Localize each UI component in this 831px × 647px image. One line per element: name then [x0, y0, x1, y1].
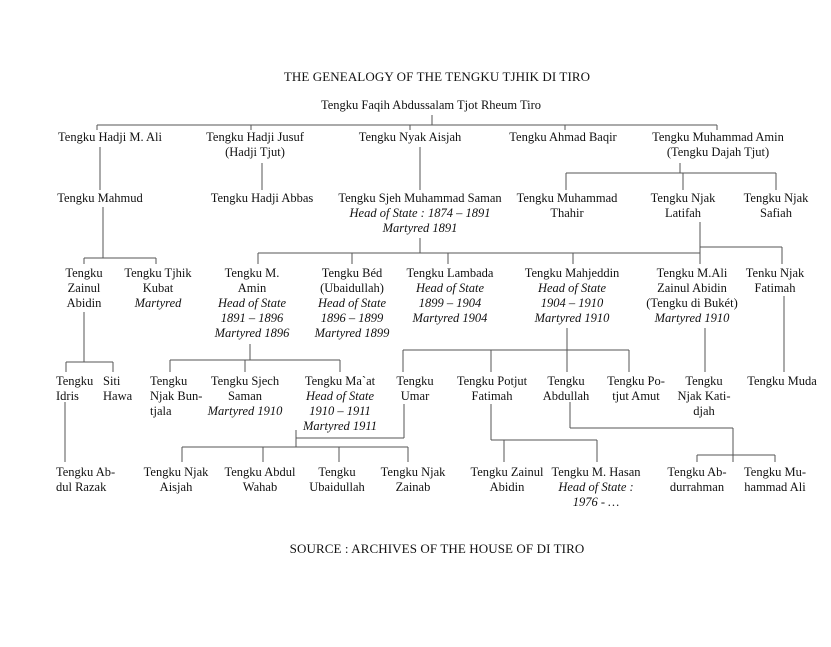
person-name-line: Latifah: [664, 206, 702, 220]
person-name-line: Zainab: [395, 480, 431, 494]
person-name-line: Tengku Hadji Jusuf: [206, 130, 304, 144]
person-njak-fatimah: [746, 266, 804, 296]
person-note: Martyred: [134, 296, 182, 310]
person-name-line: Tenku Njak: [745, 266, 805, 280]
person-name-line: Tengku Muda: [747, 374, 817, 388]
person-name-line: Tengku: [396, 374, 434, 388]
person-name-line: Tengku Lambada: [406, 266, 494, 280]
person-note: 1891 – 1896: [220, 311, 284, 325]
person-name-line: (Tengku di Bukét): [646, 296, 738, 310]
person-abdul-wahab: [225, 465, 296, 495]
person-name-line: Tengku Ma`at: [304, 374, 376, 388]
person-name-line: Tengku Sjech: [210, 374, 280, 388]
person-hawa: [103, 374, 132, 404]
person-note: Martyred 1910: [654, 311, 730, 325]
source-caption: SOURCE : ARCHIVES OF THE HOUSE OF DI TIRO: [289, 541, 585, 556]
person-hadji-m-ali: [58, 130, 162, 145]
person-njak-katidjah: [677, 374, 730, 419]
person-name-line: Fatimah: [471, 389, 513, 403]
person-name-line: Tengku Njak: [143, 465, 209, 479]
person-idris: [56, 374, 93, 404]
person-abdurrahman: [667, 465, 726, 495]
person-name-line: Tengku Zainul: [470, 465, 544, 479]
person-abdul-razak: [56, 465, 115, 495]
person-name-line: tjut Amut: [612, 389, 660, 403]
person-note: Head of State: [537, 281, 607, 295]
person-name-line: Aisjah: [159, 480, 193, 494]
person-name-line: Zainul: [67, 281, 101, 295]
person-name-line: Tengku Mahjeddin: [524, 266, 620, 280]
person-name-line: (Tengku Dajah Tjut): [666, 145, 770, 159]
person-name-line: Tengku Njak: [380, 465, 446, 479]
person-name-line: Tengku Nyak Aisjah: [358, 130, 462, 144]
person-name-line: Tengku: [547, 374, 585, 388]
person-name-line: Tengku Ab-: [56, 465, 116, 479]
person-name-line: Abidin: [489, 480, 525, 494]
person-njak-aisjah2: [144, 465, 209, 495]
person-note: Martyred 1910: [534, 311, 610, 325]
person-ahmad-baqir: [509, 130, 616, 145]
person-m-amin: [215, 266, 290, 341]
person-name-line: Tengku Tjhik: [124, 266, 192, 280]
person-name-line: Tengku Ahmad Baqir: [509, 130, 617, 144]
person-note: Head of State: [305, 389, 375, 403]
person-name-line: Tengku Hadji M. Ali: [58, 130, 162, 144]
person-name-line: (Hadji Tjut): [225, 145, 285, 159]
person-name-line: djah: [693, 404, 715, 418]
person-note: Head of State: [317, 296, 387, 310]
person-m-ali-zainul: [646, 266, 737, 326]
person-name-line: Hawa: [103, 389, 133, 403]
person-name-line: Zainul Abidin: [657, 281, 727, 295]
person-note: 1976 - …: [572, 495, 620, 509]
person-note: 1904 – 1910: [540, 296, 604, 310]
person-zainul-abidin: [65, 266, 102, 311]
person-tjhik-kubat: [124, 266, 191, 311]
person-faqih: [321, 98, 541, 113]
person-name-line: Njak Bun-: [150, 389, 203, 403]
person-name-line: Tengku Muhammad Amin: [652, 130, 784, 144]
person-abdullah: [543, 374, 590, 404]
person-name-line: Tengku: [65, 266, 103, 280]
person-note: Head of State :: [558, 480, 634, 494]
person-note: Head of State : 1874 – 1891: [349, 206, 491, 220]
person-name-line: Thahir: [550, 206, 584, 220]
person-muhammad-ali: [744, 465, 806, 495]
person-name-line: Tengku Po-: [607, 374, 665, 388]
person-note: 1910 – 1911: [309, 404, 371, 418]
person-note: 1896 – 1899: [320, 311, 384, 325]
person-lambada: [407, 266, 494, 326]
person-name-line: Tengku M.Ali: [656, 266, 728, 280]
person-name-line: Tengku Njak: [743, 191, 809, 205]
person-name-line: Tengku Sjeh Muhammad Saman: [338, 191, 502, 205]
person-name-line: (Ubaidullah): [320, 281, 384, 295]
person-name-line: Kubat: [142, 281, 174, 295]
person-name-line: Ubaidullah: [309, 480, 365, 494]
person-note: Martyred 1891: [382, 221, 458, 235]
person-name-line: Tengku Mahmud: [57, 191, 143, 205]
person-name-line: Tengku: [318, 465, 356, 479]
person-note: Martyred 1904: [412, 311, 488, 325]
person-note: Head of State: [217, 296, 287, 310]
person-muhammad-thahir: [517, 191, 618, 221]
person-ubaidullah: [309, 465, 365, 495]
person-name-line: Amin: [237, 281, 267, 295]
person-njak-latifah: [651, 191, 716, 221]
person-maat: [303, 374, 377, 434]
person-name-line: Tengku: [56, 374, 94, 388]
person-name-line: Tengku Ab-: [667, 465, 727, 479]
person-nyak-aisjah: [359, 130, 462, 145]
person-name-line: Abidin: [66, 296, 102, 310]
person-mahjeddin: [525, 266, 620, 326]
page-title: THE GENEALOGY OF THE TENGKU TJHIK DI TIRO: [283, 69, 591, 84]
person-name-line: Idris: [56, 389, 79, 403]
person-name-line: Tengku Potjut: [456, 374, 528, 388]
person-name-line: Saman: [227, 389, 263, 403]
person-name-line: Abdullah: [542, 389, 590, 403]
person-njak-safiah: [744, 191, 809, 221]
person-name-line: tjala: [150, 404, 172, 418]
person-name-line: Tengku Hadji Abbas: [210, 191, 314, 205]
person-note: Martyred 1910: [207, 404, 283, 418]
person-name-line: dul Razak: [56, 480, 107, 494]
person-note: Head of State: [415, 281, 485, 295]
person-name-line: Fatimah: [754, 281, 796, 295]
person-name-line: Tengku Njak: [650, 191, 716, 205]
person-name-line: Tengku Mu-: [744, 465, 806, 479]
person-umar: [396, 374, 433, 404]
person-name-line: hammad Ali: [744, 480, 806, 494]
person-name-line: Tengku Abdul: [224, 465, 296, 479]
person-muhammad-amin: [652, 130, 784, 160]
person-name-line: Njak Kati-: [677, 389, 731, 403]
person-note: Martyred 1911: [303, 419, 377, 433]
person-name-line: Tengku Muhammad: [516, 191, 618, 205]
person-name-line: Tengku M. Hasan: [551, 465, 641, 479]
person-bed: [315, 266, 390, 341]
person-name-line: Safiah: [760, 206, 792, 220]
person-name-line: Tengku: [685, 374, 723, 388]
person-name-line: Siti: [103, 374, 121, 388]
person-note: Martyred 1899: [314, 326, 390, 340]
person-hadji-jusuf: [206, 130, 304, 160]
person-potjut-fatimah: [457, 374, 527, 404]
person-name-line: Tengku Faqih Abdussalam Tjot Rheum Tiro: [320, 98, 542, 112]
person-zainul-abidin2: [470, 465, 543, 495]
person-njak-zainab: [381, 465, 446, 495]
person-njak-buntjala: [150, 374, 202, 419]
person-m-hasan: [551, 465, 640, 510]
person-hadji-abbas: [211, 191, 314, 206]
person-potjut-amut: [607, 374, 665, 404]
person-sjech-saman: [208, 374, 283, 419]
person-sjeh-muhammad-saman: [338, 191, 501, 236]
person-note: Martyred 1896: [214, 326, 290, 340]
person-name-line: Tengku M.: [224, 266, 280, 280]
person-note: 1899 – 1904: [418, 296, 482, 310]
person-name-line: Wahab: [242, 480, 278, 494]
person-name-line: Tengku: [150, 374, 188, 388]
person-name-line: Umar: [400, 389, 430, 403]
person-name-line: durrahman: [669, 480, 725, 494]
person-muda: [747, 374, 817, 389]
person-name-line: Tengku Béd: [321, 266, 383, 280]
person-mahmud: [57, 191, 143, 206]
